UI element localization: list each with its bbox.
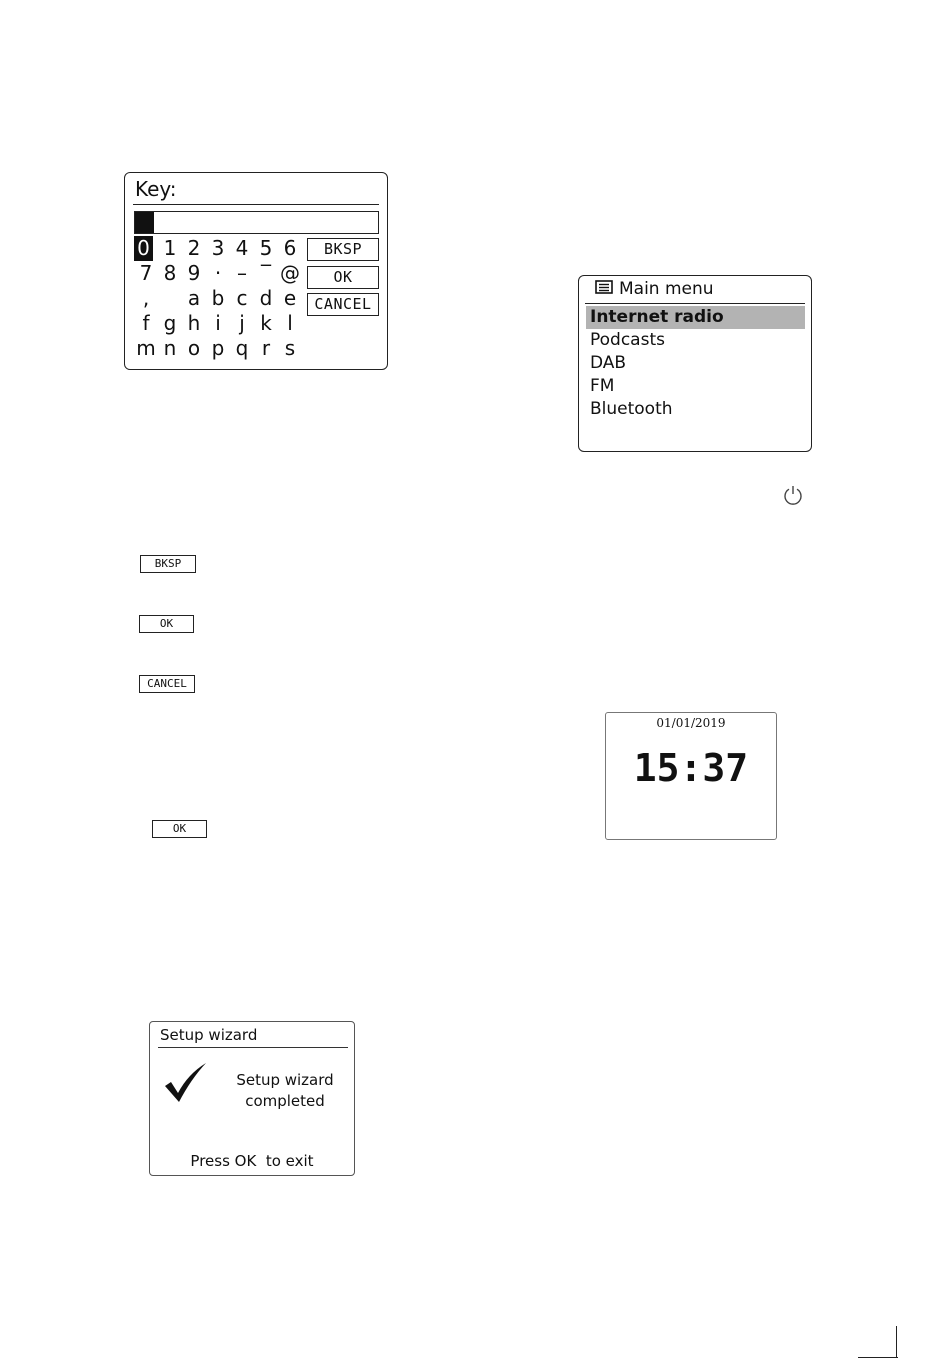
wizard-message-line1: Setup wizard: [236, 1071, 334, 1089]
key-input-field[interactable]: [134, 211, 379, 234]
key-row: [134, 311, 302, 336]
character-grid: [134, 236, 302, 361]
wizard-message-line2: completed: [245, 1092, 325, 1110]
clock-time: 15:37: [633, 746, 749, 790]
bksp-button[interactable]: BKSP: [307, 238, 379, 261]
key-h[interactable]: h: [187, 311, 201, 335]
clock-screen: [605, 712, 777, 840]
key-dash[interactable]: –: [237, 261, 247, 285]
power-icon[interactable]: [782, 484, 804, 506]
key-b[interactable]: b: [211, 286, 225, 310]
divider: [158, 1047, 348, 1048]
key-9[interactable]: 9: [187, 261, 201, 285]
menu-item-dab[interactable]: DAB: [590, 353, 627, 373]
key-c[interactable]: c: [236, 286, 248, 310]
key-l[interactable]: l: [287, 311, 293, 335]
key-e[interactable]: e: [283, 286, 297, 310]
divider: [133, 204, 379, 205]
wizard-message: [230, 1070, 340, 1112]
text-cursor: [135, 212, 154, 233]
key-1[interactable]: 1: [163, 236, 177, 260]
key-8[interactable]: 8: [163, 261, 177, 285]
key-n[interactable]: n: [163, 336, 177, 360]
bksp-button-glyph[interactable]: BKSP: [140, 555, 196, 573]
key-k[interactable]: k: [260, 311, 272, 335]
key-row: [134, 336, 302, 361]
page-corner-mark: [858, 1357, 898, 1358]
key-row: [134, 236, 302, 261]
key-o[interactable]: o: [187, 336, 201, 360]
key-3[interactable]: 3: [211, 236, 225, 260]
cancel-button-glyph[interactable]: CANCEL: [139, 675, 195, 693]
menu-item-bluetooth[interactable]: Bluetooth: [590, 399, 673, 419]
menu-item-internet-radio[interactable]: Internet radio: [586, 306, 805, 329]
menu-header: [595, 279, 714, 299]
key-row: [134, 286, 302, 311]
wizard-footer: Press OK to exit: [190, 1152, 314, 1170]
ok-button-glyph[interactable]: OK: [139, 615, 194, 633]
key-at[interactable]: @: [280, 261, 300, 285]
key-s[interactable]: s: [284, 336, 296, 360]
cancel-button[interactable]: CANCEL: [307, 293, 379, 316]
key-entry-screen: [124, 172, 388, 370]
key-row: [134, 261, 302, 286]
key-overline[interactable]: ‾: [261, 261, 271, 285]
checkmark-icon: [162, 1060, 208, 1106]
key-4[interactable]: 4: [235, 236, 249, 260]
key-comma[interactable]: ,: [142, 286, 150, 310]
key-g[interactable]: g: [163, 311, 177, 335]
list-icon: [595, 279, 613, 299]
key-dot[interactable]: ·: [214, 261, 222, 285]
key-screen-title: Key:: [135, 177, 177, 201]
key-d[interactable]: d: [259, 286, 273, 310]
key-a[interactable]: a: [187, 286, 201, 310]
key-i[interactable]: i: [215, 311, 221, 335]
key-p[interactable]: p: [211, 336, 225, 360]
key-2[interactable]: 2: [187, 236, 201, 260]
clock-date: 01/01/2019: [656, 716, 726, 730]
key-f[interactable]: f: [142, 311, 150, 335]
key-r[interactable]: r: [261, 336, 271, 360]
ok-confirm-button-glyph[interactable]: OK: [152, 820, 207, 838]
key-m[interactable]: m: [136, 336, 156, 360]
key-j[interactable]: j: [239, 311, 245, 335]
setup-wizard-screen: [149, 1021, 355, 1176]
key-7[interactable]: 7: [139, 261, 153, 285]
divider: [585, 303, 805, 304]
ok-button[interactable]: OK: [307, 266, 379, 289]
key-0[interactable]: 0: [134, 236, 153, 261]
wizard-title: Setup wizard: [160, 1026, 258, 1044]
menu-item-fm[interactable]: FM: [590, 376, 615, 396]
key-5[interactable]: 5: [259, 236, 273, 260]
menu-item-podcasts[interactable]: Podcasts: [590, 330, 665, 350]
key-q[interactable]: q: [235, 336, 249, 360]
page-corner-mark: [896, 1326, 897, 1358]
menu-list: [586, 306, 805, 421]
key-6[interactable]: 6: [283, 236, 297, 260]
main-menu-screen: [578, 275, 812, 452]
menu-title: Main menu: [619, 279, 714, 299]
